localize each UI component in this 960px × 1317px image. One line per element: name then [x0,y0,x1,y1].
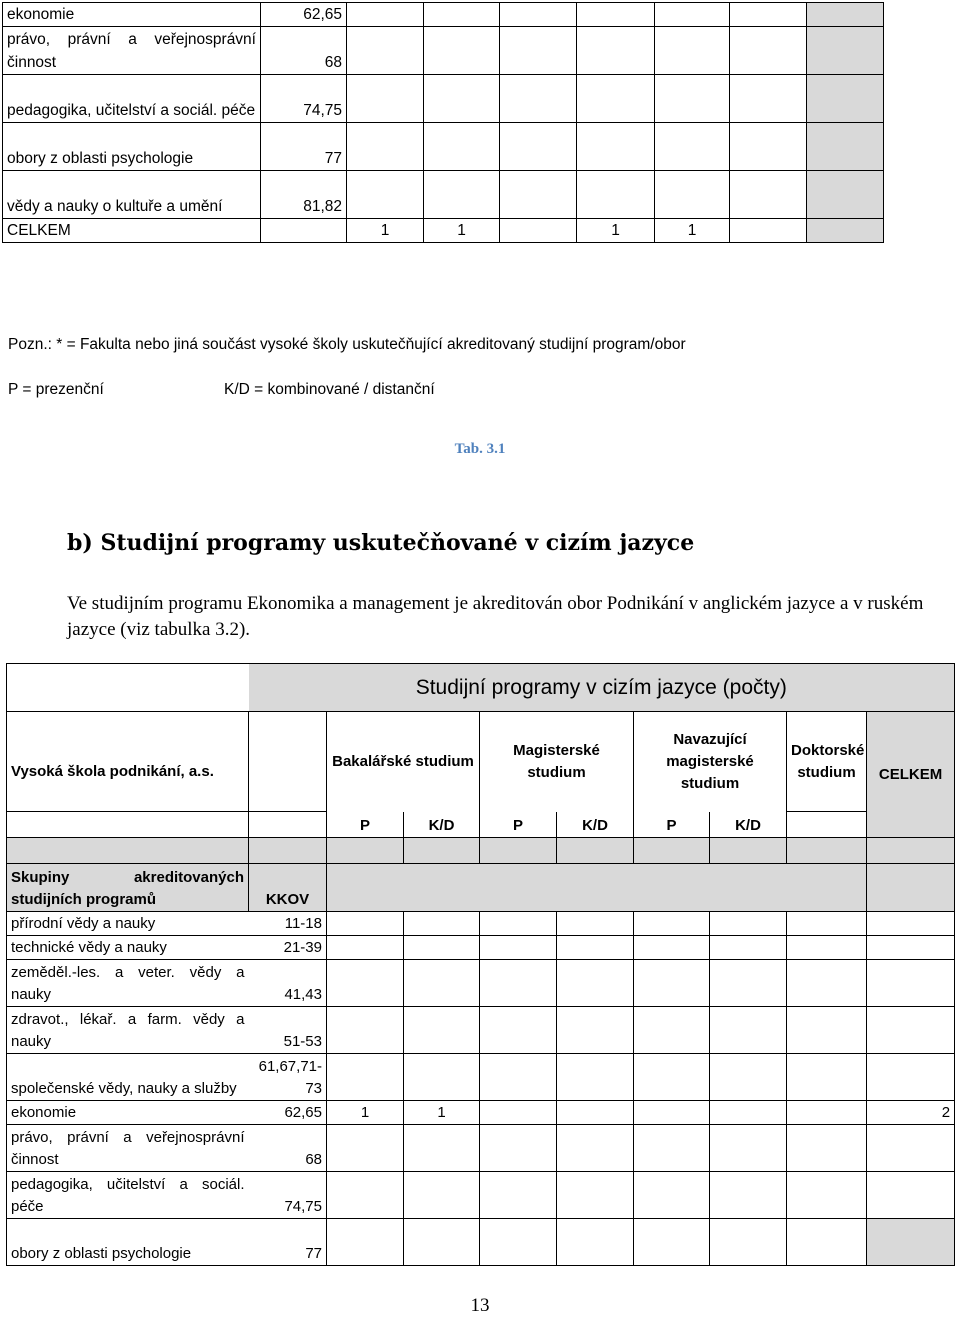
kkov-label: KKOV [249,864,327,912]
subheader-doctoral-blank [787,812,867,838]
row-value [327,1219,404,1266]
row-value [634,1125,710,1172]
subheader-blank-2 [249,812,327,838]
group-label: Skupiny akreditovaných studijních programů [7,864,249,912]
row-value [480,1172,557,1219]
row-value [557,960,634,1007]
row-value [500,123,577,171]
row-label: pedagogika, učitelství a sociál. péče [3,75,261,123]
header-doctoral: Doktorské studium [787,712,867,812]
row-value [867,1219,955,1266]
row-value [327,912,404,936]
row-value [655,75,730,123]
row-value [787,1007,867,1054]
row-value [787,960,867,1007]
header-total: CELKEM [867,712,955,838]
spacer-cell [867,838,955,864]
row-value: 1 [347,219,424,243]
row-value [655,171,730,219]
row-total-fill [807,171,884,219]
row-value [404,1007,480,1054]
row-value [347,123,424,171]
subheader-form: K/D [557,812,634,838]
row-label: obory z oblasti psychologie [7,1219,249,1266]
lang-table-row [7,936,955,960]
section-heading: b) Studijní programy uskutečňované v cizím jazyce [67,530,695,556]
row-value [327,1125,404,1172]
row-value [634,1007,710,1054]
row-value [404,912,480,936]
top-table-row [3,75,960,123]
row-value [710,960,787,1007]
school-name: Vysoká škola podnikání, a.s. [7,712,249,812]
row-value [710,1172,787,1219]
row-label: vědy a nauky o kultuře a umění [3,171,261,219]
row-value [634,1172,710,1219]
row-value: 1 [424,219,500,243]
row-value [424,171,500,219]
row-value [787,1125,867,1172]
spacer-cell [710,838,787,864]
row-kkov: 77 [261,123,347,171]
row-kkov: 62,65 [249,1101,327,1125]
row-kkov: 77 [249,1219,327,1266]
row-value [480,912,557,936]
foreign-language-programs-table [6,663,955,1266]
lang-table-row [7,1101,955,1125]
top-table-row [3,123,960,171]
row-value [787,1219,867,1266]
lang-table-title: Studijní programy v cizím jazyce (počty) [249,664,955,712]
row-value [557,1219,634,1266]
legend-prezencni: P = prezenční [8,381,104,398]
row-kkov: 21-39 [249,936,327,960]
row-value [480,1007,557,1054]
row-label: technické vědy a nauky [7,936,249,960]
row-value [730,75,807,123]
spacer-cell [787,838,867,864]
row-label: pedagogika, učitelství a sociál. péče [7,1172,249,1219]
row-value [577,3,655,27]
row-value [557,912,634,936]
subheader-form: K/D [710,812,787,838]
row-kkov: 68 [249,1125,327,1172]
row-label: přírodní vědy a nauky [7,912,249,936]
row-value [480,1219,557,1266]
row-value [787,936,867,960]
header-follow-up-master: Navazující magisterské studium [634,712,787,812]
row-value [404,936,480,960]
row-label: právo, právní a veřejnosprávní činnost [3,27,261,75]
row-value [500,219,577,243]
header-bachelor: Bakalářské studium [327,712,480,812]
intro-paragraph: Ve studijním programu Ekonomika a management je akreditován obor Podnikání v anglickém jazyce a v ruském jazyce (viz tabulka 3.2). [67,593,924,640]
row-value [710,1101,787,1125]
row-value [577,75,655,123]
row-label: právo, právní a veřejnosprávní činnost [7,1125,249,1172]
row-label: ekonomie [7,1101,249,1125]
row-kkov: 68 [261,27,347,75]
row-value [634,960,710,1007]
row-total-fill [807,219,884,243]
top-table-row [3,3,960,27]
row-total-fill [807,3,884,27]
row-value: 1 [404,1101,480,1125]
row-label: společenské vědy, nauky a služby [7,1054,249,1101]
row-value [867,936,955,960]
lang-table-row [7,1172,955,1219]
row-value [730,3,807,27]
row-value [710,936,787,960]
subheader-form: P [327,812,404,838]
row-kkov: 11-18 [249,912,327,936]
row-value [787,1101,867,1125]
row-value [577,123,655,171]
spacer-cell [557,838,634,864]
row-value [404,960,480,1007]
row-value [710,1125,787,1172]
row-value [404,1054,480,1101]
row-value [480,1125,557,1172]
subheader-form: K/D [404,812,480,838]
spacer-cell [249,838,327,864]
row-value [500,27,577,75]
legend-note: Pozn.: * = Fakulta nebo jiná součást vysoké školy uskutečňující akreditovaný studijní program/obor [8,336,686,353]
row-value [710,1007,787,1054]
row-value [557,1172,634,1219]
legend-kombinovane: K/D = kombinované / distanční [224,381,435,398]
row-value [787,912,867,936]
lang-table-row [7,1219,955,1266]
subheader-form: P [480,812,557,838]
row-value [634,936,710,960]
row-value [867,1007,955,1054]
row-value [347,171,424,219]
row-value [730,123,807,171]
top-table-row [3,171,960,219]
row-value [327,1054,404,1101]
row-value [327,1172,404,1219]
spacer-cell [480,838,557,864]
row-value [480,936,557,960]
row-value [347,75,424,123]
row-value [710,1219,787,1266]
row-value [787,1172,867,1219]
row-total-fill [807,27,884,75]
header-master: Magisterské studium [480,712,634,812]
subheader-blank-1 [7,812,249,838]
row-value [327,1007,404,1054]
lang-table-row [7,960,955,1007]
row-kkov: 74,75 [261,75,347,123]
row-value [867,960,955,1007]
row-value [867,1054,955,1101]
row-value [557,936,634,960]
row-value [577,27,655,75]
row-kkov [261,219,347,243]
row-value [424,123,500,171]
spacer-cell [327,838,404,864]
row-value [404,1172,480,1219]
row-label: ekonomie [3,3,261,27]
row-value [867,912,955,936]
row-value [787,1054,867,1101]
row-value [347,27,424,75]
lang-table-row [7,1125,955,1172]
row-value [480,960,557,1007]
group-header-fill [327,864,867,912]
subheader-form: P [634,812,710,838]
row-value [480,1054,557,1101]
row-label: obory z oblasti psychologie [3,123,261,171]
table-caption: Tab. 3.1 [454,441,506,457]
row-value [424,27,500,75]
row-value [424,3,500,27]
row-value [655,3,730,27]
row-kkov: 51-53 [249,1007,327,1054]
row-value [500,75,577,123]
lang-table-row [7,1007,955,1054]
top-table [2,2,960,243]
row-value [557,1007,634,1054]
row-value [655,123,730,171]
row-label: zeměděl.-les. a veter. vědy a nauky [7,960,249,1007]
row-value [347,3,424,27]
row-value [867,1172,955,1219]
row-label: zdravot., lékař. a farm. vědy a nauky [7,1007,249,1054]
row-value [327,936,404,960]
row-value [500,3,577,27]
row-value [404,1125,480,1172]
row-value: 1 [327,1101,404,1125]
row-value [634,1219,710,1266]
spacer-cell [634,838,710,864]
row-label: CELKEM [3,219,261,243]
row-kkov: 62,65 [261,3,347,27]
row-value [730,27,807,75]
row-kkov: 61,67,71-73 [249,1054,327,1101]
row-value [557,1125,634,1172]
row-value [634,1101,710,1125]
row-value [730,219,807,243]
row-value [500,171,577,219]
row-value [557,1054,634,1101]
row-value [424,75,500,123]
row-value: 1 [577,219,655,243]
group-header-total [867,864,955,912]
row-kkov: 81,82 [261,171,347,219]
row-value [404,1219,480,1266]
row-value [710,912,787,936]
row-value [557,1101,634,1125]
row-kkov: 41,43 [249,960,327,1007]
row-value [577,171,655,219]
row-total-fill [807,75,884,123]
row-value [730,171,807,219]
row-value [634,912,710,936]
lang-table-row [7,912,955,936]
spacer-cell [7,838,249,864]
row-total-fill [807,123,884,171]
row-value [655,27,730,75]
top-table-row [3,27,960,75]
row-value: 1 [655,219,730,243]
school-kkov-blank [249,712,327,812]
title-left-blank [7,664,249,712]
row-value [867,1125,955,1172]
row-value [634,1054,710,1101]
lang-table-row [7,1054,955,1101]
row-value: 2 [867,1101,955,1125]
row-kkov: 74,75 [249,1172,327,1219]
page-number: 13 [470,1295,490,1316]
row-value [327,960,404,1007]
top-table-row [3,219,960,243]
row-value [710,1054,787,1101]
spacer-cell [404,838,480,864]
row-value [480,1101,557,1125]
